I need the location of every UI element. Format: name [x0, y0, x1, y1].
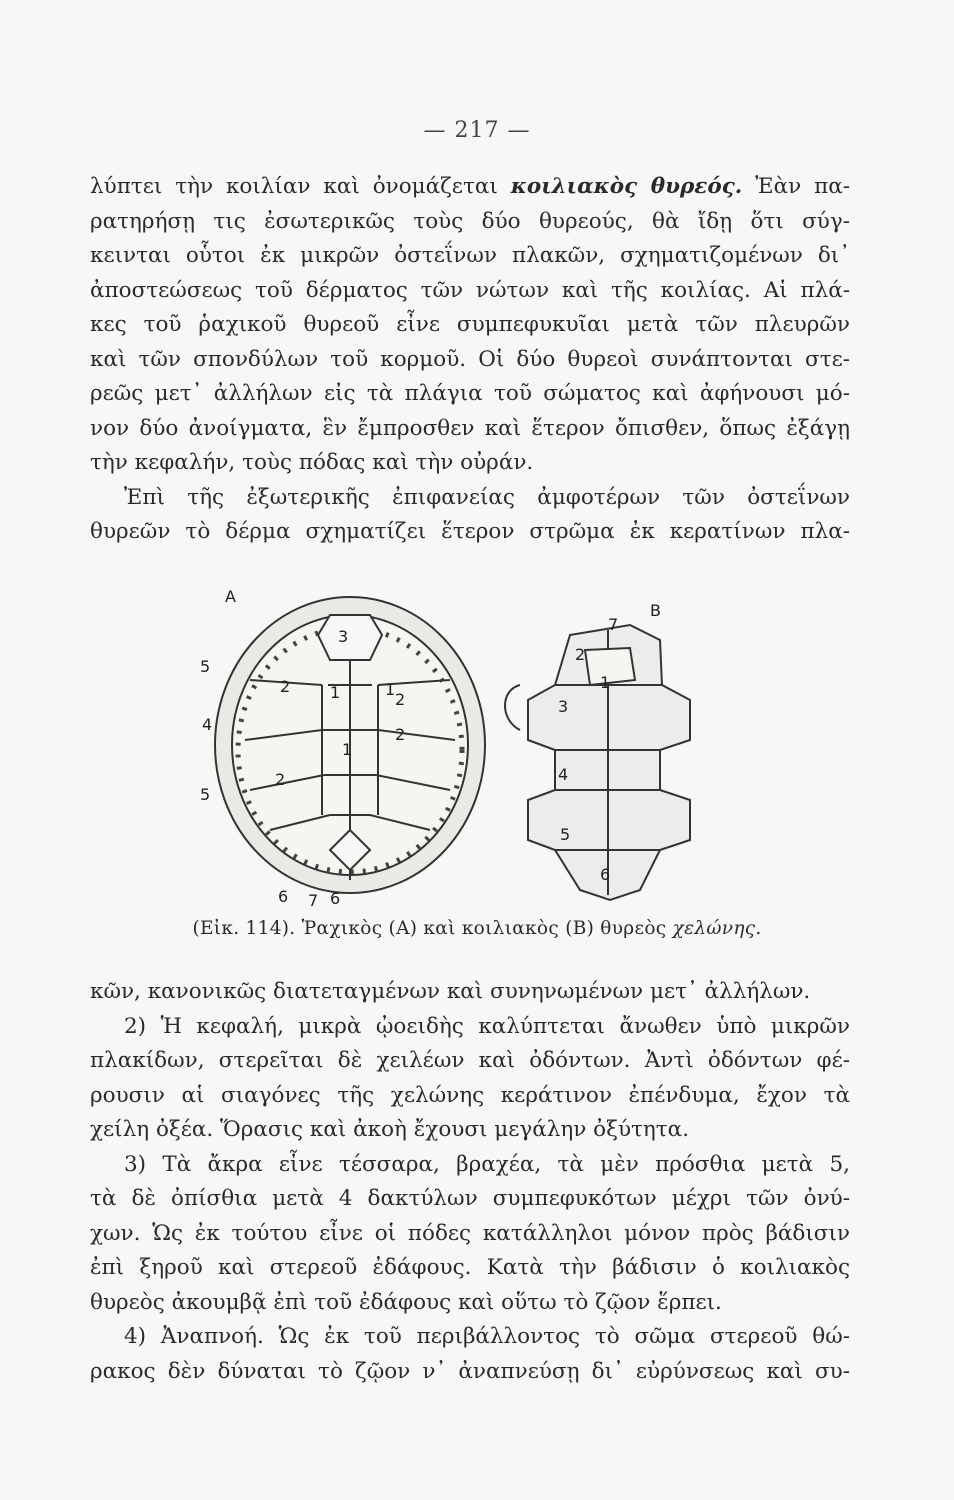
plastron-number: 4: [558, 765, 569, 784]
text-line: ρατηρήσῃ τις ἐσωτερικῶς τοὺς δύο θυρεούς, θὰ ἴδῃ ὅτι σύγ-: [90, 208, 850, 234]
plastron-number: 3: [558, 697, 569, 716]
text-line: τὰ δὲ ὀπίσθια μετὰ 4 δακτύλων συμπεφυκότων μέχρι τῶν ὀνύ-: [90, 1186, 850, 1211]
caption-italic: χελώνης.: [672, 918, 762, 939]
carapace-number: 2: [280, 677, 291, 696]
text-line: πλακίδων, στερεῖται δὲ χειλέων καὶ ὀδόντων. Ἀντὶ ὀδόντων φέ-: [90, 1048, 850, 1073]
page-number: — 217 —: [423, 118, 531, 143]
figure-caption: (Εἰκ. 114). Ῥαχικὸς (Α) καὶ κοιλιακὸς (Β) θυρεὸς χελώνης.: [192, 918, 762, 939]
carapace-number: 4: [202, 715, 213, 734]
carapace-number: 1: [385, 680, 396, 699]
label-A: A: [225, 590, 236, 606]
carapace-number: 3: [338, 627, 349, 646]
label-B: B: [650, 601, 661, 620]
text-line: ἀποστεώσεως τοῦ δέρματος τῶν νώτων καὶ τῆς κοιλίας. Αἱ πλά-: [90, 277, 850, 303]
carapace-number: 6: [330, 889, 341, 908]
plastron-drawing: [505, 625, 690, 900]
carapace-number: 1: [330, 683, 341, 702]
text-line: 4) Ἀναπνοή. Ὡς ἐκ τοῦ περιβάλλοντος τὸ σῶμα στερεοῦ θώ-: [124, 1324, 850, 1349]
carapace-number: 1: [342, 740, 353, 759]
text-line: χων. Ὡς ἐκ τούτου εἶνε οἱ πόδες κατάλληλοι μόνον πρὸς βάδισιν: [90, 1220, 850, 1246]
carapace-number: 2: [395, 690, 406, 709]
text-line: κεινται οὗτοι ἐκ μικρῶν ὀστεΐνων πλακῶν, σχηματιζομένων δι᾽: [90, 243, 850, 268]
plastron-number: 1: [600, 673, 611, 692]
text-line: χείλη ὀξέα. Ὅρασις καὶ ἀκοὴ ἔχουσι μεγάλην ὀξύτητα.: [90, 1117, 690, 1142]
carapace-number: 6: [278, 887, 289, 906]
carapace-number: 5: [200, 785, 211, 804]
turtle-shell-figure: [190, 590, 790, 910]
plastron-number: 6: [600, 865, 611, 884]
text-line: λύπτει τὴν κοιλίαν καὶ ὀνομάζεται κοιλιακὸς θυρεός. Ἐὰν πα-: [90, 174, 850, 199]
text-line: 2) Ἡ κεφαλή, μικρὰ ᾠοειδὴς καλύπτεται ἄνωθεν ὑπὸ μικρῶν: [124, 1013, 850, 1039]
text-line: νον δύο ἀνοίγματα, ἓν ἔμπροσθεν καὶ ἕτερον ὄπισθεν, ὅπως ἐξάγῃ: [90, 415, 850, 441]
carapace-number: 7: [308, 891, 319, 910]
body-text-bottom: [90, 975, 850, 1389]
body-text-top: [90, 170, 850, 550]
plastron-number: 7: [608, 615, 619, 634]
carapace-number: 2: [275, 770, 286, 789]
text-line: ρεῶς μετ᾽ ἀλλήλων εἰς τὰ πλάγια τοῦ σώματος καὶ ἀφήνουσι μό-: [90, 381, 850, 406]
text-line: καὶ τῶν σπονδύλων τοῦ κορμοῦ. Οἱ δύο θυρεοὶ συνάπτονται στε-: [90, 346, 850, 372]
text-line: θυρεὸς ἀκουμβᾷ ἐπὶ τοῦ ἐδάφους καὶ οὕτω τὸ ζῷον ἕρπει.: [90, 1289, 722, 1315]
plastron-number: 5: [560, 825, 571, 844]
carapace-number: 5: [200, 657, 211, 676]
text-line: κῶν, κανονικῶς διατεταγμένων καὶ συνηνωμένων μετ᾽ ἀλλήλων.: [90, 979, 811, 1004]
text-line: 3) Τὰ ἄκρα εἶνε τέσσαρα, βραχέα, τὰ μὲν πρόσθια μετὰ 5,: [124, 1151, 850, 1177]
text-line: ρουσιν αἱ σιαγόνες τῆς χελώνης κεράτινον ἐπένδυμα, ἔχον τὰ: [90, 1082, 850, 1108]
carapace-number: 2: [395, 725, 406, 744]
text-line: ἐπὶ ξηροῦ καὶ στερεοῦ ἐδάφους. Κατὰ τὴν βάδισιν ὁ κοιλιακὸς: [90, 1255, 850, 1280]
plastron-number: 2: [575, 645, 586, 664]
text-line: κες τοῦ ῥαχικοῦ θυρεοῦ εἶνε συμπεφυκυῖαι μετὰ τῶν πλευρῶν: [90, 312, 850, 337]
term-koiliakos-thyreos: κοιλιακὸς θυρεός.: [510, 174, 743, 199]
text-line: θυρεῶν τὸ δέρμα σχηματίζει ἕτερον στρῶμα ἐκ κερατίνων πλα-: [90, 519, 850, 544]
turtle-shell-illustration: [190, 590, 790, 910]
text-line: τὴν κεφαλήν, τοὺς πόδας καὶ τὴν οὐράν.: [90, 450, 534, 475]
text-line: Ἐπὶ τῆς ἐξωτερικῆς ἐπιφανείας ἀμφοτέρων τῶν ὀστεΐνων: [124, 484, 850, 510]
text-line: ρακος δὲν δύναται τὸ ζῷον ν᾽ ἀναπνεύσῃ δι᾽ εὐρύνσεως καὶ συ-: [90, 1358, 850, 1384]
